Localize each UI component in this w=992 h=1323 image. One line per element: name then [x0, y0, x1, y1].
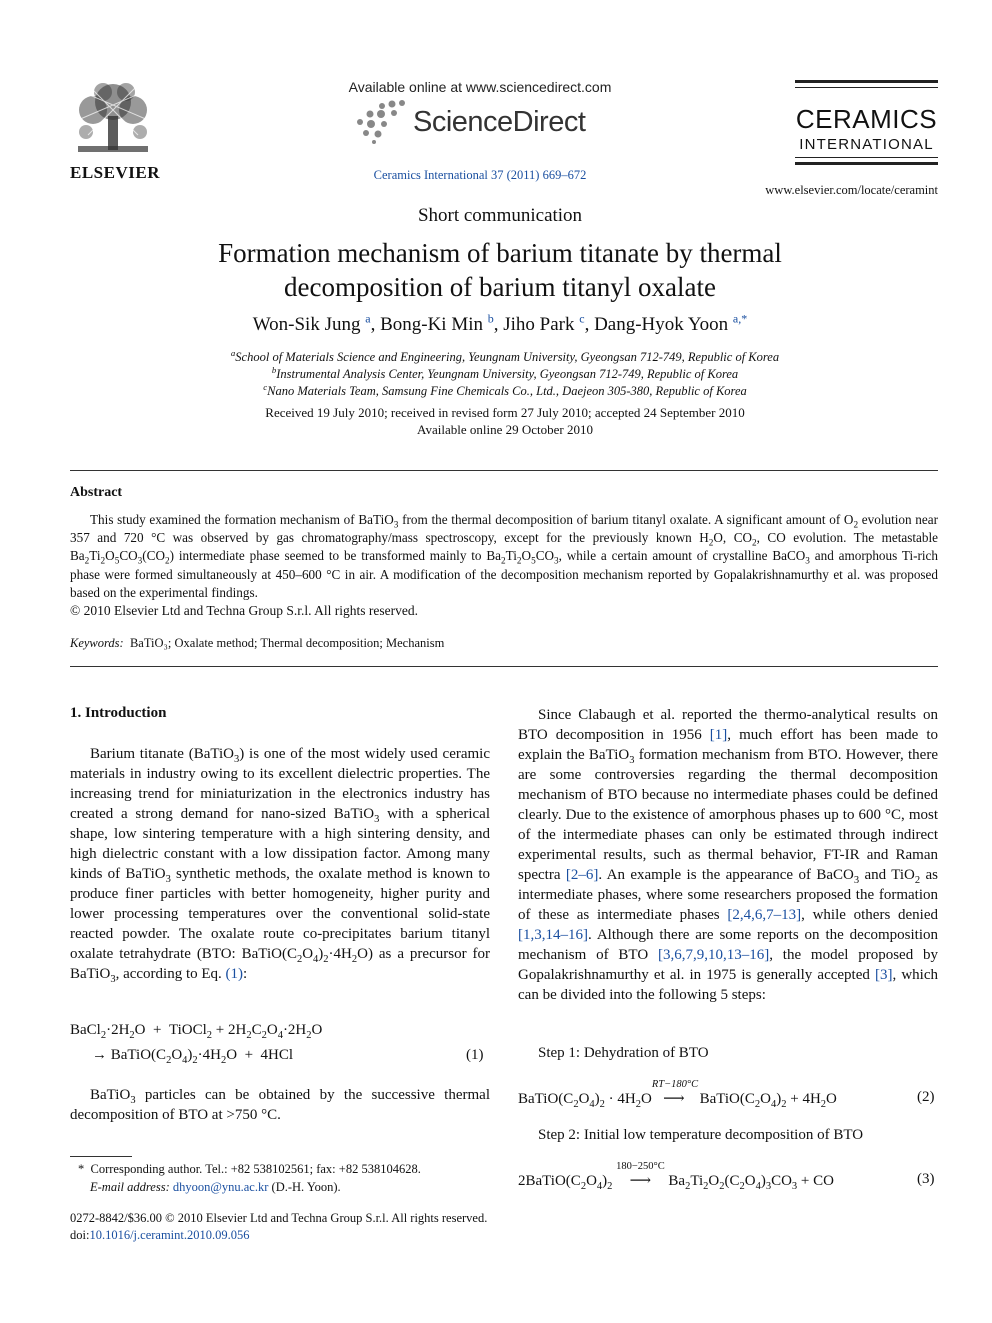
- affiliation: [150, 364, 860, 382]
- author-name: Dang-Hyok Yoon: [594, 314, 729, 335]
- affiliation-text: Instrumental Analysis Center, Yeungnam University, Gyeongsan 712-749, Republic of Korea: [276, 367, 739, 381]
- affiliation-text: School of Materials Science and Engineering, Yeungnam University, Gyeongsan 712-749, Republic of Korea: [235, 350, 780, 364]
- intro-paragraph: Since Clabaugh et al. reported the thermo-analytical results on BTO decomposition in 1956 [1], much effort has been made to explain the BaTiO$_3$ formation mechanism from BTO. However, there are some controversies regarding the thermal decomposition mechanism of BTO because no intermediate phases could be defined clearly. Due to the existence of amorphous phases up to 600 °C, most of the intermediate phases can only be estimated through indirect experimental results, such as thermal behavior, FT-IR and Raman spectra [2–6]. An example is the appearance of BaCO$_3$ and TiO$_2$ as intermediate phases, where some researchers proposed the formation of these as intermediate phases [2,4,6,7–13], while others denied [1,3,14–16]. Although there are some reports on the decomposition mechanism of BTO [3,6,7,9,10,13–16], the model proposed by Gopalakrishnamurthy et al. in 1975 is generally accepted [3], which can be divided into the following 5 steps:: [518, 707, 939, 1003]
- email-label: E-mail address:: [90, 1180, 170, 1194]
- doi-link[interactable]: 10.1016/j.ceramint.2010.09.056: [89, 1228, 250, 1242]
- journal-logo-rule: [795, 87, 938, 88]
- step-2-heading: Step 2: Initial low temperature decomposition of BTO: [538, 1127, 864, 1143]
- affiliation: [150, 381, 860, 399]
- elsevier-tree-icon: [68, 80, 158, 160]
- intro-paragraph: Barium titanate (BaTiO$_3$) is one of the most widely used ceramic materials in industry owing to its excellent dielectric properties. The increasing trend for miniaturization in the electronics industry has created a strong demand for nano-sized BaTiO$_3$ with a spherical shape, low sintering temperature with a high sintering density, and high dielectric constant with a low dissipation factor. Among many kinds of BaTiO$_3$ synthetic methods, the oxalate method is known to produce finer particles with better homogeneity, higher purity and lower processing temperatures over the conventional solid-state reacted powder. The oxalate route co-precipitates barium titanyl oxalate tetrahydrate (BTO: $BaTiO(C_2O_4)_2\cdot 4H_2O$) as a precursor for BaTiO$_3$, according to Eq. (1):: [70, 746, 491, 985]
- article-title: [150, 236, 850, 304]
- equation-3: $2BaTiO(C_2O_4)_2$ 180−250°C ⟶ $Ba_2Ti_2O_2(C_2O_4)_3CO_3$ + CO: [518, 1161, 834, 1192]
- author-name: Bong-Ki Min: [380, 314, 483, 335]
- journal-reference-link[interactable]: Ceramics International 37 (2011) 669–672: [373, 168, 587, 182]
- author-list: Won-Sik Jung $^a$, Bong-Ki Min $^b$, Jiho Park $^c$, Dang-Hyok Yoon $^{a,*}$: [252, 311, 748, 335]
- abstract-heading: Abstract: [70, 485, 123, 500]
- article-type: Short communication: [417, 205, 583, 226]
- author-affiliation-link[interactable]: a: [365, 311, 371, 326]
- doi-label: doi:: [70, 1228, 90, 1242]
- sciencedirect-logo-text: ScienceDirect: [413, 106, 586, 138]
- article-title-line-1: Formation mechanism of barium titanate by thermal: [218, 238, 782, 268]
- available-date: Available online 29 October 2010: [417, 422, 593, 437]
- page-footer: [70, 1210, 670, 1244]
- author-affiliation-link[interactable]: c: [579, 311, 585, 326]
- keywords-list: BaTiO₃; Oxalate method; Thermal decomposition; Mechanism: [129, 636, 445, 650]
- copyright-notice: © 2010 Elsevier Ltd and Techna Group S.r.l. All rights reserved.: [70, 603, 418, 618]
- equation-1-line-1: $BaCl_2\cdot 2H_2O$ + TiOCl$_2$ + $2H_2C_2O_4\cdot 2H_2O$: [70, 1022, 323, 1041]
- affiliation-marker: a: [230, 347, 236, 358]
- equation-1-line-2: → $BaTiO(C_2O_4)_2\cdot 4H_2O + 4HCl$: [92, 1047, 294, 1066]
- equation-number: (2): [917, 1089, 935, 1105]
- author-affiliation-link[interactable]: a,*: [732, 311, 748, 326]
- corresponding-author: Corresponding author. Tel.: +82 538102561; fax: +82 538104628.: [90, 1162, 421, 1176]
- citation-link[interactable]: [3,6,7,9,10,13–16]: [657, 947, 770, 963]
- author-name: Jiho Park: [503, 314, 575, 335]
- article-title-line-2: decomposition of barium titanyl oxalate: [284, 272, 716, 302]
- affiliation-text: Nano Materials Team, Samsung Fine Chemicals Co., Ltd., Daejeon 305-380, Republic of Korea: [267, 384, 747, 398]
- citation-link[interactable]: [2,4,6,7–13]: [727, 907, 802, 923]
- email-suffix: (D.-H. Yoon).: [271, 1180, 341, 1194]
- elsevier-logo: [68, 80, 162, 182]
- available-online-text: Available online at www.sciencedirect.com: [348, 79, 612, 95]
- equation-number: (3): [917, 1171, 935, 1187]
- journal-logo-subtitle: INTERNATIONAL: [799, 136, 934, 153]
- issn-line: 0272-8842/$36.00 © 2010 Elsevier Ltd and Techna Group S.r.l. All rights reserved.: [70, 1211, 488, 1225]
- affiliation-marker: b: [271, 364, 277, 375]
- author-name: Won-Sik Jung: [252, 314, 361, 335]
- equation-number: (1): [466, 1047, 484, 1063]
- journal-logo-rule: [795, 157, 938, 158]
- intro-paragraph: BaTiO$_3$ particles can be obtained by the successive thermal decomposition of BTO at >750 °C.: [70, 1087, 490, 1123]
- affiliation-marker: c: [263, 381, 268, 392]
- equation-2: $BaTiO(C_2O_4)_2 \cdot 4H_2O$ RT−180°C ⟶ $BaTiO(C_2O_4)_2 + 4H_2O$: [518, 1079, 837, 1110]
- equation-link[interactable]: (1): [225, 966, 244, 982]
- footnote-rule: [70, 1156, 132, 1157]
- keywords-label: Keywords:: [70, 636, 124, 650]
- divider: [70, 666, 938, 667]
- journal-logo-title: CERAMICS: [795, 104, 938, 134]
- keywords: [70, 636, 444, 651]
- affiliation: [150, 347, 860, 365]
- journal-logo-rule: [795, 80, 938, 83]
- publisher-name: ELSEVIER: [70, 163, 160, 182]
- received-dates: Received 19 July 2010; received in revised form 27 July 2010; accepted 24 September 2010: [265, 405, 745, 420]
- citation-link[interactable]: [1,3,14–16]: [518, 927, 588, 943]
- author-affiliation-link[interactable]: b: [487, 311, 494, 326]
- section-heading: 1. Introduction: [70, 705, 167, 721]
- footnote: * Corresponding author. Tel.: +82 538102561; fax: +82 538104628. E-mail address: dhyoon@ynu.ac.kr (D.-H. Yoon).: [78, 1162, 421, 1194]
- email-link[interactable]: dhyoon@ynu.ac.kr: [172, 1180, 269, 1194]
- journal-url[interactable]: www.elsevier.com/locate/ceramint: [765, 183, 938, 197]
- journal-logo-rule: [795, 162, 938, 165]
- citation-link[interactable]: [2–6]: [565, 867, 599, 883]
- citation-link[interactable]: [3]: [874, 967, 893, 983]
- divider: [70, 470, 938, 471]
- step-1-heading: Step 1: Dehydration of BTO: [538, 1045, 709, 1061]
- citation-link[interactable]: [1]: [709, 727, 728, 743]
- abstract-text: This study examined the formation mechanism of BaTiO$_3$ from the thermal decomposition of barium titanyl oxalate. A significant amount of $O_2$ evolution near 357 and 720 °C was observed by gas chromatography/mass spectroscopy, except for the previously known $H_2O$, $CO_2$, CO evolution. The metastable $Ba_2Ti_2O_5CO_3(CO_2)$ intermediate phase seemed to be transformed mainly to $Ba_2Ti_2O_5CO_3$, while a certain amount of crystalline BaCO$_3$ and amorphous Ti-rich phase were formed simultaneously at 450–600 °C in air. A modification of the decomposition mechanism reported by Gopalakrishnamurthy et al. was proposed based on the experimental findings.: [70, 512, 939, 600]
